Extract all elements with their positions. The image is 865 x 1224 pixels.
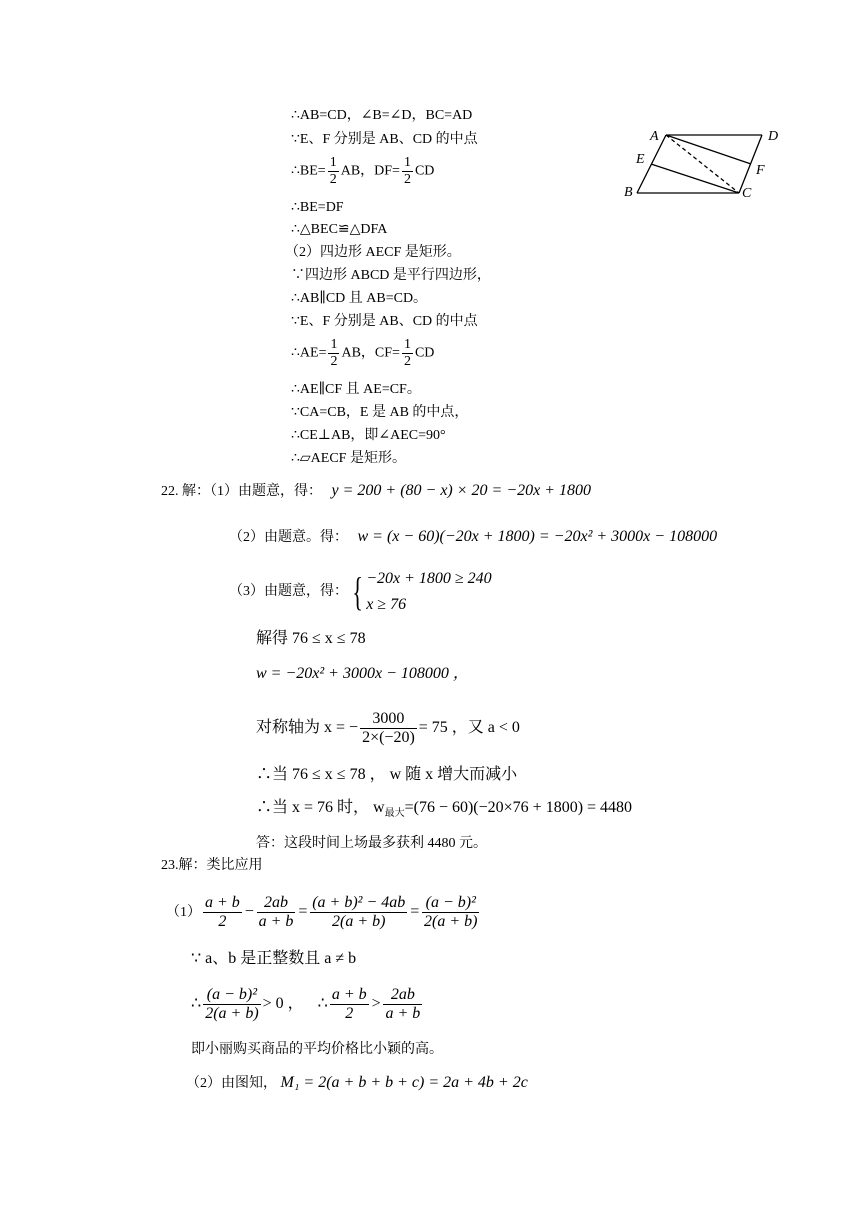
q22-p3-label: （3）由题意，得： — [229, 584, 348, 600]
therefore-symbol: ∴ — [191, 995, 202, 1012]
figure-label-d: D — [768, 129, 779, 144]
denominator: a + b — [385, 1004, 421, 1022]
proof-line: ∵E、F 分别是 AB、CD 的中点 — [291, 314, 478, 329]
proof-line: ∴AE∥CF 且 AE=CF。 — [291, 382, 421, 397]
numerator: 2ab — [383, 986, 422, 1005]
operator: − — [243, 903, 255, 920]
proof-text: AB，DF= — [340, 163, 400, 179]
q22-part1 — [161, 482, 591, 501]
q23-since: ∵ a、b 是正整数且 a ≠ b — [191, 950, 357, 967]
proof-text: ∴AE= — [291, 345, 327, 361]
proof-line: ∵CA=CB，E 是 AB 的中点， — [291, 405, 469, 420]
denominator: a + b — [258, 912, 294, 930]
proof-line: ∴CE⊥AB，即∠AEC=90° — [291, 428, 446, 443]
q23-part2 — [186, 1074, 528, 1093]
q22-title: 22. 解：（1）由题意，得： — [161, 484, 322, 499]
numerator: (a − b)² — [203, 986, 260, 1005]
fraction — [203, 986, 260, 1023]
denominator: 2 — [403, 172, 411, 187]
operator: = — [297, 903, 309, 920]
figure-label-b: B — [624, 185, 633, 200]
proof-line: ∴BE=DF — [291, 200, 344, 215]
numerator: 1 — [403, 155, 411, 170]
max-subscript: 最大 — [384, 808, 405, 820]
proof-line: ∴AB∥CD 且 AB=CD。 — [291, 291, 428, 306]
inequality-text: > 0 ， — [262, 995, 304, 1012]
numerator: a + b — [331, 985, 367, 1003]
q22-max — [256, 799, 632, 823]
fraction — [402, 337, 413, 370]
proof-line-fraction — [291, 155, 434, 188]
q23-conclusion: 即小丽购买商品的平均价格比小颖的高。 — [191, 1042, 443, 1057]
proof-line: ∴△BEC≌△DFA — [291, 222, 388, 237]
numerator: (a − b)² — [422, 894, 479, 913]
numerator: 1 — [330, 337, 338, 352]
denominator: 2 — [329, 172, 337, 187]
max-text: =(76 − 60)(−20×76 + 1800) = 4480 — [404, 799, 633, 816]
proof-line: ∴▱AECF 是矩形。 — [291, 451, 406, 466]
q23-p1-label: （1） — [166, 905, 201, 920]
operator: > — [370, 995, 382, 1012]
fraction — [330, 986, 369, 1023]
numerator: (a + b)² − 4ab — [312, 893, 406, 911]
proof-line: ∵四边形 ABCD 是平行四边形， — [291, 268, 491, 283]
figure-label-c: C — [742, 186, 752, 201]
denominator: 2(a + b) — [205, 1004, 259, 1022]
q22-axis — [256, 707, 520, 749]
figure-label-f: F — [756, 163, 765, 178]
q22-p2-label: （2）由题意。得： — [229, 530, 348, 545]
denominator: 2(a + b) — [331, 912, 386, 930]
fraction — [402, 155, 413, 188]
proof-text: AB，CF= — [341, 345, 400, 361]
inequality-system — [366, 566, 491, 618]
denominator: 2 — [345, 1004, 354, 1022]
figure-label-a: A — [650, 129, 659, 144]
q23-title: 23.解：类比应用 — [161, 858, 263, 873]
q23-p2-label: （2）由图知， — [186, 1076, 277, 1091]
proof-text: CD — [414, 345, 435, 361]
max-text: ∴当 x = 76 时， w — [256, 799, 385, 816]
numerator: 2ab — [257, 894, 296, 913]
denominator: 2(a + b) — [424, 912, 478, 930]
numerator: 1 — [403, 337, 411, 352]
proof-line: ∴AB=CD，∠B=∠D，BC=AD — [291, 108, 473, 123]
q23-m1-eq: M₁ = 2(a + b + b + c) = 2a + 4b + 2c — [280, 1074, 528, 1091]
q22-eq1: y = 200 + (80 − x) × 20 = −20x + 1800 — [331, 482, 592, 499]
proof-text: ∴BE= — [291, 163, 326, 179]
fraction — [328, 155, 339, 188]
denominator: 2 — [218, 912, 227, 930]
therefore-symbol: ∴ — [317, 995, 328, 1012]
fraction — [383, 986, 422, 1023]
fraction — [422, 894, 479, 931]
q22-w-eq: w = −20x² + 3000x − 108000 ， — [256, 665, 469, 682]
fraction — [257, 894, 296, 931]
parallelogram-figure — [618, 122, 788, 204]
system-brace: { — [351, 569, 363, 614]
proof-line-fraction — [291, 337, 434, 370]
q22-eq2: w = (x − 60)(−20x + 1800) = −20x² + 3000x − 108000 — [357, 528, 718, 545]
numerator: 1 — [329, 155, 337, 170]
q22-answer: 答：这段时间上场最多获利 4480 元。 — [256, 836, 487, 851]
numerator: a + b — [205, 893, 240, 911]
axis-text: = 75 ，又 a < 0 — [418, 719, 520, 736]
fraction — [328, 337, 339, 370]
q23-eq1 — [166, 890, 481, 935]
denominator: 2×(−20) — [362, 728, 415, 746]
inequality-1: −20x + 1800 ≥ 240 — [366, 570, 492, 587]
proof-line: （2）四边形 AECF 是矩形。 — [285, 245, 461, 260]
proof-text: CD — [414, 163, 435, 179]
proof-line: ∵E、F 分别是 AB、CD 的中点 — [291, 132, 478, 147]
figure-label-e: E — [636, 152, 645, 167]
q22-part3 — [229, 566, 492, 618]
fraction — [360, 710, 417, 747]
fraction — [203, 894, 242, 931]
fraction — [310, 894, 407, 931]
q22-part2 — [229, 528, 717, 547]
denominator: 2 — [330, 354, 338, 369]
axis-text: 对称轴为 x = − — [256, 719, 359, 736]
inequality-2: x ≥ 76 — [366, 596, 407, 613]
q22-decreasing: ∴当 76 ≤ x ≤ 78 ， w 随 x 增大而减小 — [256, 766, 518, 783]
numerator: 3000 — [360, 710, 417, 729]
q23-therefore — [191, 982, 424, 1026]
denominator: 2 — [403, 354, 411, 369]
q22-solve: 解得 76 ≤ x ≤ 78 — [256, 630, 366, 647]
operator: = — [409, 903, 421, 920]
